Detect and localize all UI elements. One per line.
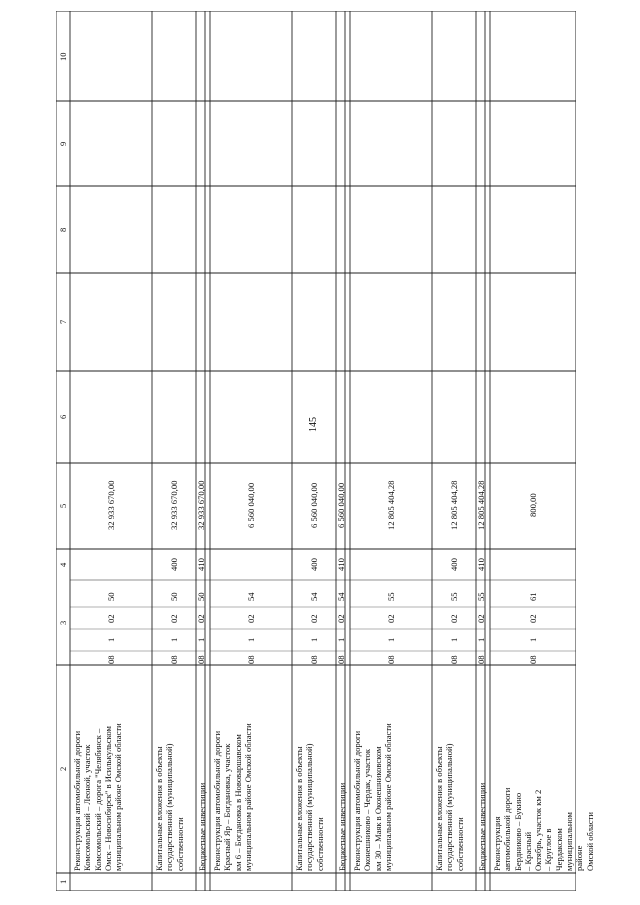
row-code-part: 1: [309, 637, 319, 642]
row-name: Капитальные вложения в объекты государственной (муниципальной) собственности: [433, 743, 465, 871]
row-code-part: 50: [169, 591, 179, 601]
row-expense-type: 410: [475, 557, 486, 571]
row-code-part: 54: [335, 591, 346, 601]
row-name: Капитальные вложения в объекты государственной (муниципальной) собственности: [153, 743, 185, 871]
column-header-4: 4: [58, 562, 68, 567]
row-code-part: 02: [246, 613, 256, 623]
row-code-part: 02: [335, 613, 346, 623]
row-amount: 6 560 040,00: [309, 482, 319, 528]
row-code-part: 08: [386, 654, 396, 664]
row-code-part: 55: [475, 591, 486, 601]
row-name: Капитальные вложения в объекты государственной (муниципальной) собственности: [293, 743, 325, 871]
row-code-part: 08: [169, 654, 179, 664]
row-code-part: 61: [528, 591, 538, 601]
row-code-part: 1: [386, 637, 396, 642]
row-name: Бюджетные инвестиции: [336, 782, 347, 871]
row-code-part: 1: [169, 637, 179, 642]
row-code-part: 1: [106, 637, 116, 642]
row-expense-type: 410: [195, 557, 206, 571]
row-code-part: 54: [309, 591, 319, 601]
budget-table: [56, 11, 595, 891]
row-code-part: 02: [195, 613, 206, 623]
row-amount: 12 805 404,28: [449, 480, 459, 530]
row-code-part: 55: [449, 591, 459, 601]
row-name: Реконструкция автомобильной дороги Оконешниково – Чердак, участок км 30 – Маяк в Оконешниковском муниципальном районе Омской области: [351, 723, 393, 871]
row-expense-type: 400: [449, 557, 459, 571]
row-name: Бюджетные инвестиции: [476, 782, 487, 871]
row-amount: 32 933 670,00: [195, 480, 206, 530]
column-header-5: 5: [58, 503, 68, 508]
row-amount: 12 805 404,28: [475, 480, 486, 530]
row-amount: 800,00: [528, 493, 538, 517]
row-code-part: 08: [246, 654, 256, 664]
column-header-7: 7: [58, 319, 68, 324]
row-code-part: 1: [449, 637, 459, 642]
row-code-part: 54: [246, 591, 256, 601]
row-code-part: 1: [195, 637, 206, 642]
row-code-part: 02: [475, 613, 486, 623]
page-number: 145: [308, 417, 319, 432]
row-name: Реконструкция автомобильной дороги Красный Яр – Богдановка, участок км 6 – Богдановка в Нововаршавском муниципальном районе Омской области: [211, 723, 253, 871]
row-code-part: 1: [528, 637, 538, 642]
row-code-part: 08: [475, 654, 486, 664]
row-name: Реконструкция автомобильной дороги Комсомольский – Леоной, участок Комсомольский – дорога "Челябинск – Омск – Новосибирск" в Исилькульском муниципальном районе Омской области: [71, 723, 123, 871]
row-amount: 32 933 670,00: [169, 480, 179, 530]
row-code-part: 02: [106, 613, 116, 623]
row-expense-type: 400: [169, 557, 179, 571]
row-name: Реконструкция автомобильной дороги Бердниково – Букино – Красный Октябрь, участок км 2 – Круглое в Чердакском муниципальном районе Омской области: [491, 787, 595, 871]
column-header-9: 9: [58, 141, 68, 146]
row-code-part: 08: [528, 654, 538, 664]
row-amount: 12 805 404,28: [386, 480, 396, 530]
row-amount: 6 560 040,00: [246, 482, 256, 528]
row-code-part: 02: [169, 613, 179, 623]
column-header-1: 1: [58, 879, 68, 884]
row-code-part: 02: [386, 613, 396, 623]
row-code-part: 08: [309, 654, 319, 664]
row-code-part: 08: [106, 654, 116, 664]
column-header-8: 8: [58, 227, 68, 232]
row-code-part: 55: [386, 591, 396, 601]
row-code-part: 02: [309, 613, 319, 623]
row-code-part: 08: [335, 654, 346, 664]
row-code-part: 08: [449, 654, 459, 664]
row-name: Бюджетные инвестиции: [196, 782, 207, 871]
row-code-part: 1: [475, 637, 486, 642]
row-amount: 6 560 040,00: [335, 482, 346, 528]
row-expense-type: 400: [309, 557, 319, 571]
row-code-part: 1: [335, 637, 346, 642]
row-code-part: 02: [528, 613, 538, 623]
row-code-part: 50: [106, 591, 116, 601]
column-header-6: 6: [58, 414, 68, 419]
column-header-10: 10: [58, 52, 68, 61]
row-expense-type: 410: [335, 557, 346, 571]
row-code-part: 1: [246, 637, 256, 642]
row-code-part: 02: [449, 613, 459, 623]
row-code-part: 50: [195, 591, 206, 601]
column-header-2: 2: [58, 766, 68, 771]
column-header-3: 3: [58, 620, 68, 625]
row-code-part: 08: [195, 654, 206, 664]
row-amount: 32 933 670,00: [106, 480, 116, 530]
